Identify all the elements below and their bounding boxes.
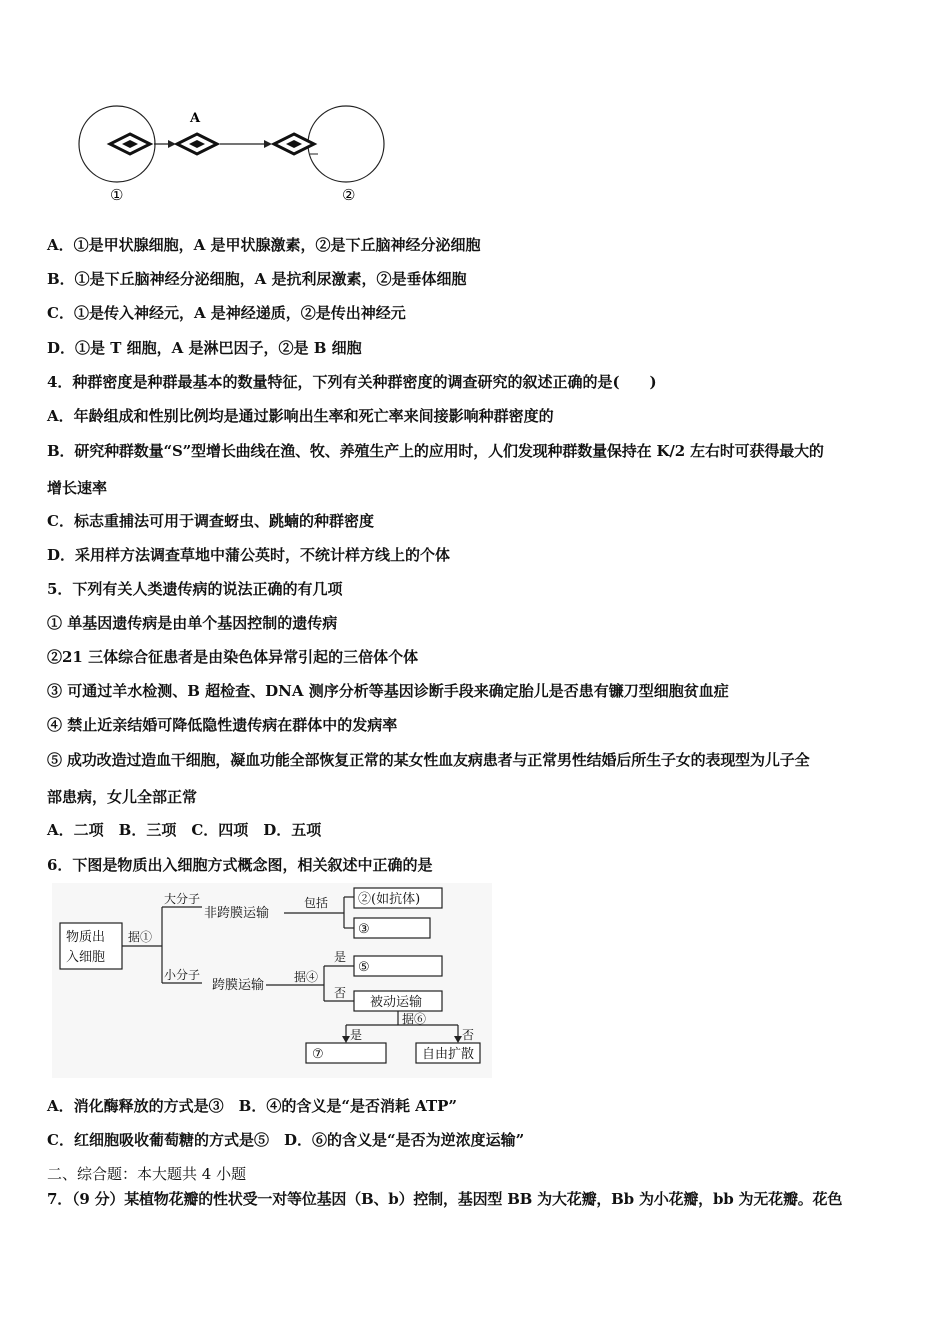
- label-yes-2: 是: [350, 1028, 363, 1042]
- q4-option-c: C．标志重捕法可用于调查蚜虫、跳蝻的种群密度: [47, 512, 374, 530]
- basis-4: 据④: [294, 970, 319, 984]
- q5-stem: 5．下列有关人类遗传病的说法正确的有几项: [47, 580, 343, 598]
- q4-option-b-line1: B．研究种群数量“S”型增长曲线在渔、牧、养殖生产上的应用时，人们发现种群数量保持在 K/2 左右时可获得最大的: [47, 442, 824, 460]
- label-small-molecule: 小分子: [164, 968, 201, 982]
- q5-options: A．二项 B．三项 C．四项 D．五项: [47, 821, 322, 839]
- label-include: 包括: [304, 896, 329, 910]
- label-yes-1: 是: [334, 950, 347, 964]
- label-no-2: 否: [462, 1028, 475, 1042]
- q5-statement-2: ②21 三体综合征患者是由染色体异常引起的三倍体个体: [47, 648, 419, 666]
- q4-stem: 4．种群密度是种群最基本的数量特征，下列有关种群密度的调查研究的叙述正确的是( ): [47, 373, 657, 391]
- q3-option-a: A．①是甲状腺细胞，A 是甲状腺激素，②是下丘脑神经分泌细胞: [47, 236, 481, 254]
- label-non-membrane-transport: 非跨膜运输: [204, 906, 270, 921]
- cell-2-circle: [308, 106, 384, 182]
- molecule-diamond-1: [110, 134, 150, 154]
- q7-stem: 7．（9 分）某植物花瓣的性状受一对等位基因（B、b）控制，基因型 BB 为大花瓣，Bb 为小花瓣，bb 为无花瓣。花色: [47, 1190, 843, 1208]
- q4-option-d: D．采用样方法调查草地中蒲公英时，不统计样方线上的个体: [47, 546, 451, 564]
- cell-signaling-figure: [72, 100, 392, 210]
- q4-option-a: A．年龄组成和性别比例均是通过影响出生率和死亡率来间接影响种群密度的: [47, 407, 554, 425]
- box-5-text: ⑤: [358, 960, 370, 975]
- q5-statement-3: ③ 可通过羊水检测、B 超检查、DNA 测序分析等基因诊断手段来确定胎儿是否患有镰刀型细胞贫血症: [47, 682, 729, 700]
- q5-statement-5-line2: 部患病，女儿全部正常: [47, 788, 198, 806]
- root-line-1: 物质出: [66, 930, 106, 945]
- box-7-text: ⑦: [312, 1047, 324, 1062]
- box-3-text: ③: [358, 922, 370, 937]
- free-diffusion-text: 自由扩散: [422, 1047, 475, 1062]
- q6-options-line2: C．红细胞吸收葡萄糖的方式是⑤ D．⑥的含义是“是否为逆浓度运输”: [47, 1131, 525, 1149]
- section-2-title: 二、综合题：本大题共 4 小题: [47, 1165, 247, 1183]
- molecule-diamond-bound: [274, 134, 314, 154]
- label-macromolecule: 大分子: [164, 892, 201, 906]
- label-a: A: [190, 111, 201, 126]
- box-2-text: ②(如抗体): [358, 892, 421, 907]
- q6-stem: 6．下图是物质出入细胞方式概念图，相关叙述中正确的是: [47, 856, 433, 874]
- q5-statement-1: ① 单基因遗传病是由单个基因控制的遗传病: [47, 614, 338, 632]
- label-cell-1: ①: [110, 186, 124, 204]
- basis-6: 据⑥: [402, 1012, 427, 1026]
- basis-1: 据①: [128, 930, 153, 944]
- label-no-1: 否: [334, 986, 347, 1000]
- q4-option-b-line2: 增长速率: [47, 479, 108, 497]
- q3-option-c: C．①是传入神经元，A 是神经递质，②是传出神经元: [47, 304, 406, 322]
- q3-option-b: B．①是下丘脑神经分泌细胞，A 是抗利尿激素，②是垂体细胞: [47, 270, 467, 288]
- q6-options-line1: A．消化酶释放的方式是③ B．④的含义是“是否消耗 ATP”: [47, 1097, 458, 1115]
- q5-statement-4: ④ 禁止近亲结婚可降低隐性遗传病在群体中的发病率: [47, 716, 398, 734]
- label-cell-2: ②: [342, 186, 356, 204]
- passive-transport-text: 被动运输: [370, 995, 423, 1010]
- q5-statement-5-line1: ⑤ 成功改造过造血干细胞，凝血功能全部恢复正常的某女性血友病患者与正常男性结婚后所生子女的表现型为儿子全: [47, 751, 810, 769]
- molecule-diamond-a: [177, 134, 217, 154]
- q3-option-d: D．①是 T 细胞，A 是淋巴因子，②是 B 细胞: [47, 339, 362, 357]
- transport-concept-map: [52, 883, 492, 1078]
- label-membrane-transport: 跨膜运输: [212, 978, 265, 993]
- root-line-2: 入细胞: [66, 950, 106, 965]
